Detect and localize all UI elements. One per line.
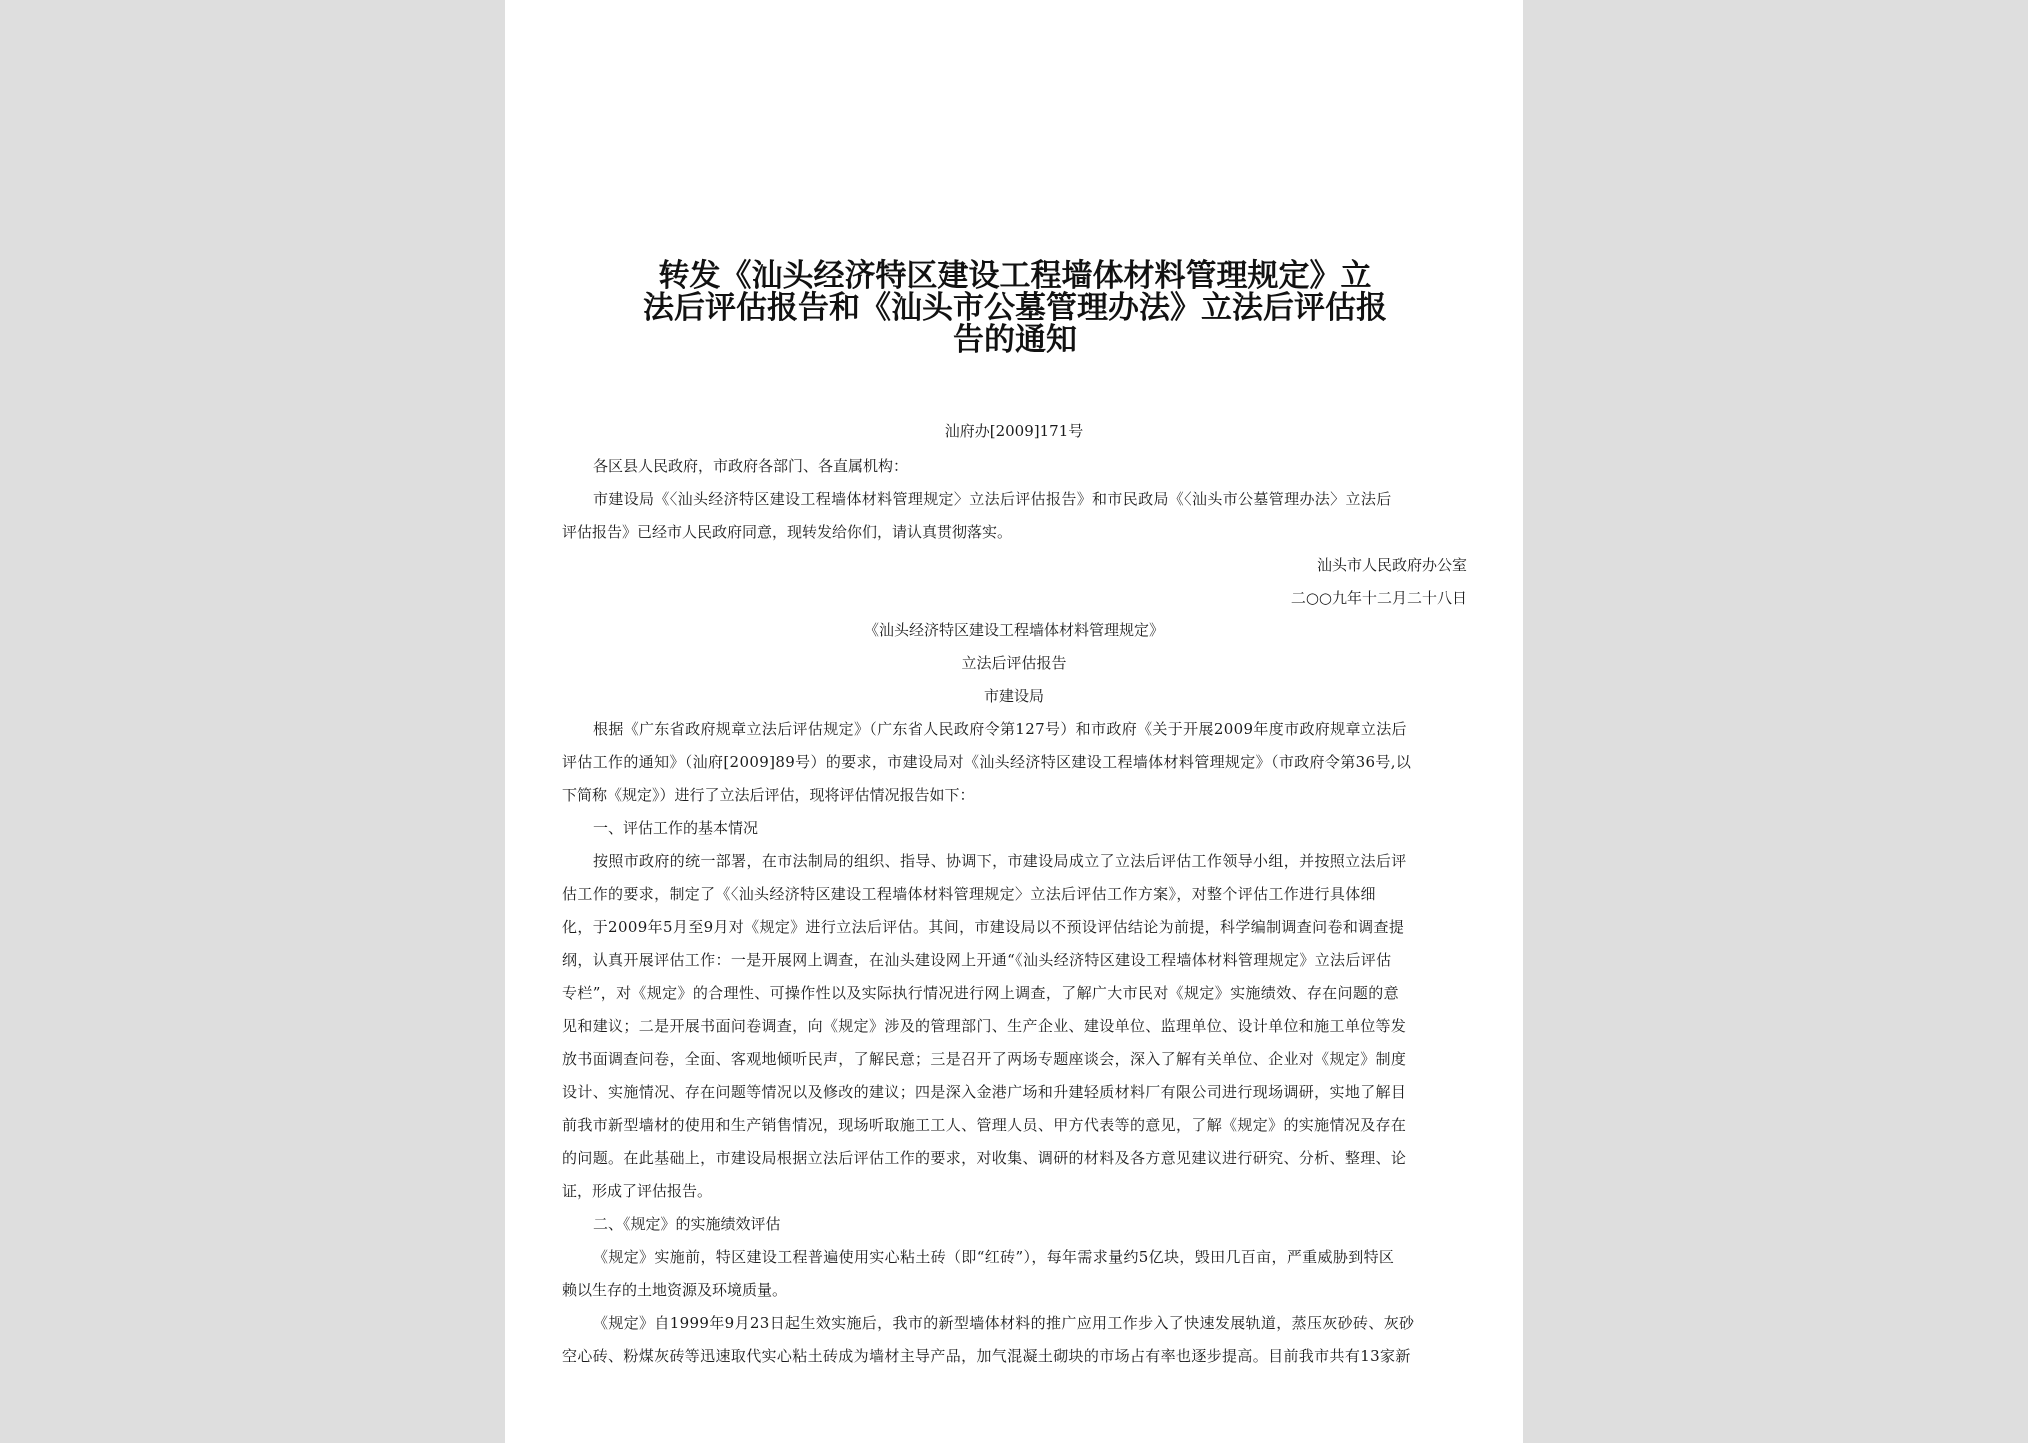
- paragraph-line: 按照市政府的统一部署，在市法制局的组织、指导、协调下，市建设局成立了立法后评估工作领导小组，并按照立法后评: [593, 852, 1407, 870]
- document-title: [565, 260, 1465, 356]
- paragraph-line: 化，于2009年5月至9月对《规定》进行立法后评估。其间，市建设局以不预设评估结论为前提，科学编制调查问卷和调查提: [562, 918, 1405, 936]
- report-author: 市建设局: [983, 687, 1044, 705]
- paragraph-line: 根据《广东省政府规章立法后评估规定》（广东省人民政府令第127号）和市政府《关于开展2009年度市政府规章立法后: [593, 720, 1407, 738]
- signature-organization: 汕头市人民政府办公室: [1316, 556, 1467, 574]
- paragraph-line: 下简称《规定》）进行了立法后评估，现将评估情况报告如下：: [562, 786, 975, 804]
- salutation: 各区县人民政府，市政府各部门、各直属机构：: [593, 457, 909, 475]
- document-page: [505, 0, 1523, 1443]
- paragraph-line: 空心砖、粉煤灰砖等迅速取代实心粘土砖成为墙材主导产品，加气混凝土砌块的市场占有率也逐步提高。目前我市共有13家新: [562, 1347, 1411, 1365]
- paragraph-line: 估工作的要求，制定了《〈汕头经济特区建设工程墙体材料管理规定〉立法后评估工作方案》，对整个评估工作进行具体细: [562, 885, 1376, 903]
- paragraph-line: 的问题。在此基础上，市建设局根据立法后评估工作的要求，对收集、调研的材料及各方意见建议进行研究、分析、整理、论: [562, 1149, 1407, 1167]
- report-subtitle: 立法后评估报告: [961, 654, 1067, 672]
- paragraph-line: 评估工作的通知》（汕府[2009]89号）的要求，市建设局对《汕头经济特区建设工程墙体材料管理规定》（市政府令第36号,以: [562, 753, 1412, 771]
- paragraph-line: 赖以生存的土地资源及环境质量。: [562, 1281, 788, 1299]
- section-heading: 二、《规定》的实施绩效评估: [593, 1215, 781, 1233]
- paragraph-line: 纲，认真开展评估工作：一是开展网上调查，在汕头建设网上开通“《汕头经济特区建设工程墙体材料管理规定》立法后评估: [562, 951, 1392, 969]
- paragraph-line: 设计、实施情况、存在问题等情况以及修改的建议；四是深入金港广场和升建轻质材料厂有限公司进行现场调研，实地了解目: [562, 1083, 1407, 1101]
- title-line: 法后评估报告和《汕头市公墓管理办法》立法后评估报: [643, 290, 1387, 326]
- paragraph-line: 评估报告》已经市人民政府同意，现转发给你们，请认真贯彻落实。: [562, 523, 1013, 541]
- paragraph-line: 市建设局《〈汕头经济特区建设工程墙体材料管理规定〉立法后评估报告》和市民政局《〈汕头市公墓管理办法〉立法后: [593, 490, 1392, 508]
- signature-date: 二○○九年十二月二十八日: [1290, 589, 1467, 607]
- paragraph-line: 放书面调查问卷，全面、客观地倾听民声，了解民意；三是召开了两场专题座谈会，深入了解有关单位、企业对《规定》制度: [562, 1050, 1407, 1068]
- paragraph-line: 前我市新型墙材的使用和生产销售情况，现场听取施工工人、管理人员、甲方代表等的意见，了解《规定》的实施情况及存在: [562, 1116, 1407, 1134]
- paragraph-line: 证，形成了评估报告。: [562, 1182, 713, 1200]
- document-number: 汕府办[2009]171号: [944, 422, 1084, 440]
- paragraph-line: 专栏”，对《规定》的合理性、可操作性以及实际执行情况进行网上调查，了解广大市民对《规定》实施绩效、存在问题的意: [562, 984, 1399, 1002]
- paragraph-line: 《规定》实施前，特区建设工程普遍使用实心粘土砖（即“红砖”），每年需求量约5亿块，毁田几百亩，严重威胁到特区: [593, 1248, 1395, 1266]
- title-line: 转发《汕头经济特区建设工程墙体材料管理规定》立: [658, 258, 1372, 294]
- section-heading: 一、评估工作的基本情况: [593, 819, 759, 837]
- paragraph-line: 见和建议；二是开展书面问卷调查，向《规定》涉及的管理部门、生产企业、建设单位、监理单位、设计单位和施工单位等发: [562, 1017, 1407, 1035]
- report-title: 《汕头经济特区建设工程墙体材料管理规定》: [863, 621, 1164, 639]
- paragraph-line: 《规定》自1999年9月23日起生效实施后，我市的新型墙体材料的推广应用工作步入了快速发展轨道，蒸压灰砂砖、灰砂: [593, 1314, 1415, 1332]
- title-line: 告的通知: [953, 322, 1077, 358]
